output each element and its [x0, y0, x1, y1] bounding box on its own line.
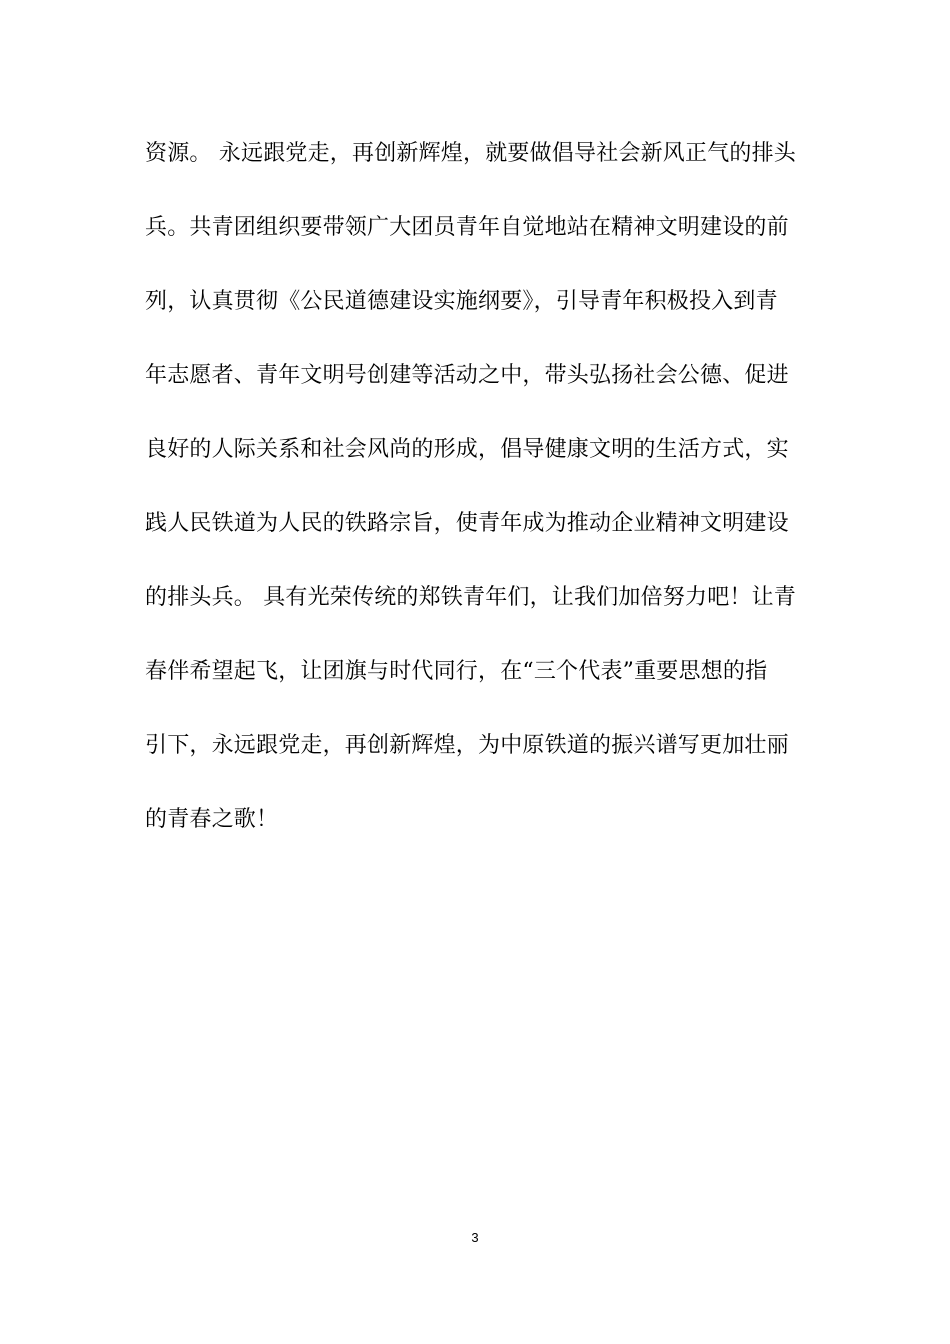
text-line: 的排头兵。 具有光荣传统的郑铁青年们，让我们加倍努力吧！让青 [145, 585, 796, 610]
text-line: 春伴希望起飞，让团旗与时代同行，在“三个代表”重要思想的指 [145, 659, 768, 684]
page-number: 3 [471, 1230, 479, 1245]
text-line: 践人民铁道为人民的铁路宗旨，使青年成为推动企业精神文明建设 [145, 511, 789, 536]
text-line: 引下，永远跟党走，再创新辉煌，为中原铁道的振兴谱写更加壮丽 [145, 733, 789, 758]
text-line: 的青春之歌！ [145, 807, 279, 832]
text-line: 资源。 永远跟党走，再创新辉煌，就要做倡导社会新风正气的排头 [145, 141, 796, 166]
text-line: 兵。共青团组织要带领广大团员青年自觉地站在精神文明建设的前 [145, 215, 789, 240]
text-line: 年志愿者、青年文明号创建等活动之中，带头弘扬社会公德、促进 [145, 363, 789, 388]
body-text [145, 134, 805, 874]
text-line: 列，认真贯彻《公民道德建设实施纲要》，引导青年积极投入到青 [145, 289, 778, 314]
text-line: 良好的人际关系和社会风尚的形成，倡导健康文明的生活方式，实 [145, 437, 789, 462]
